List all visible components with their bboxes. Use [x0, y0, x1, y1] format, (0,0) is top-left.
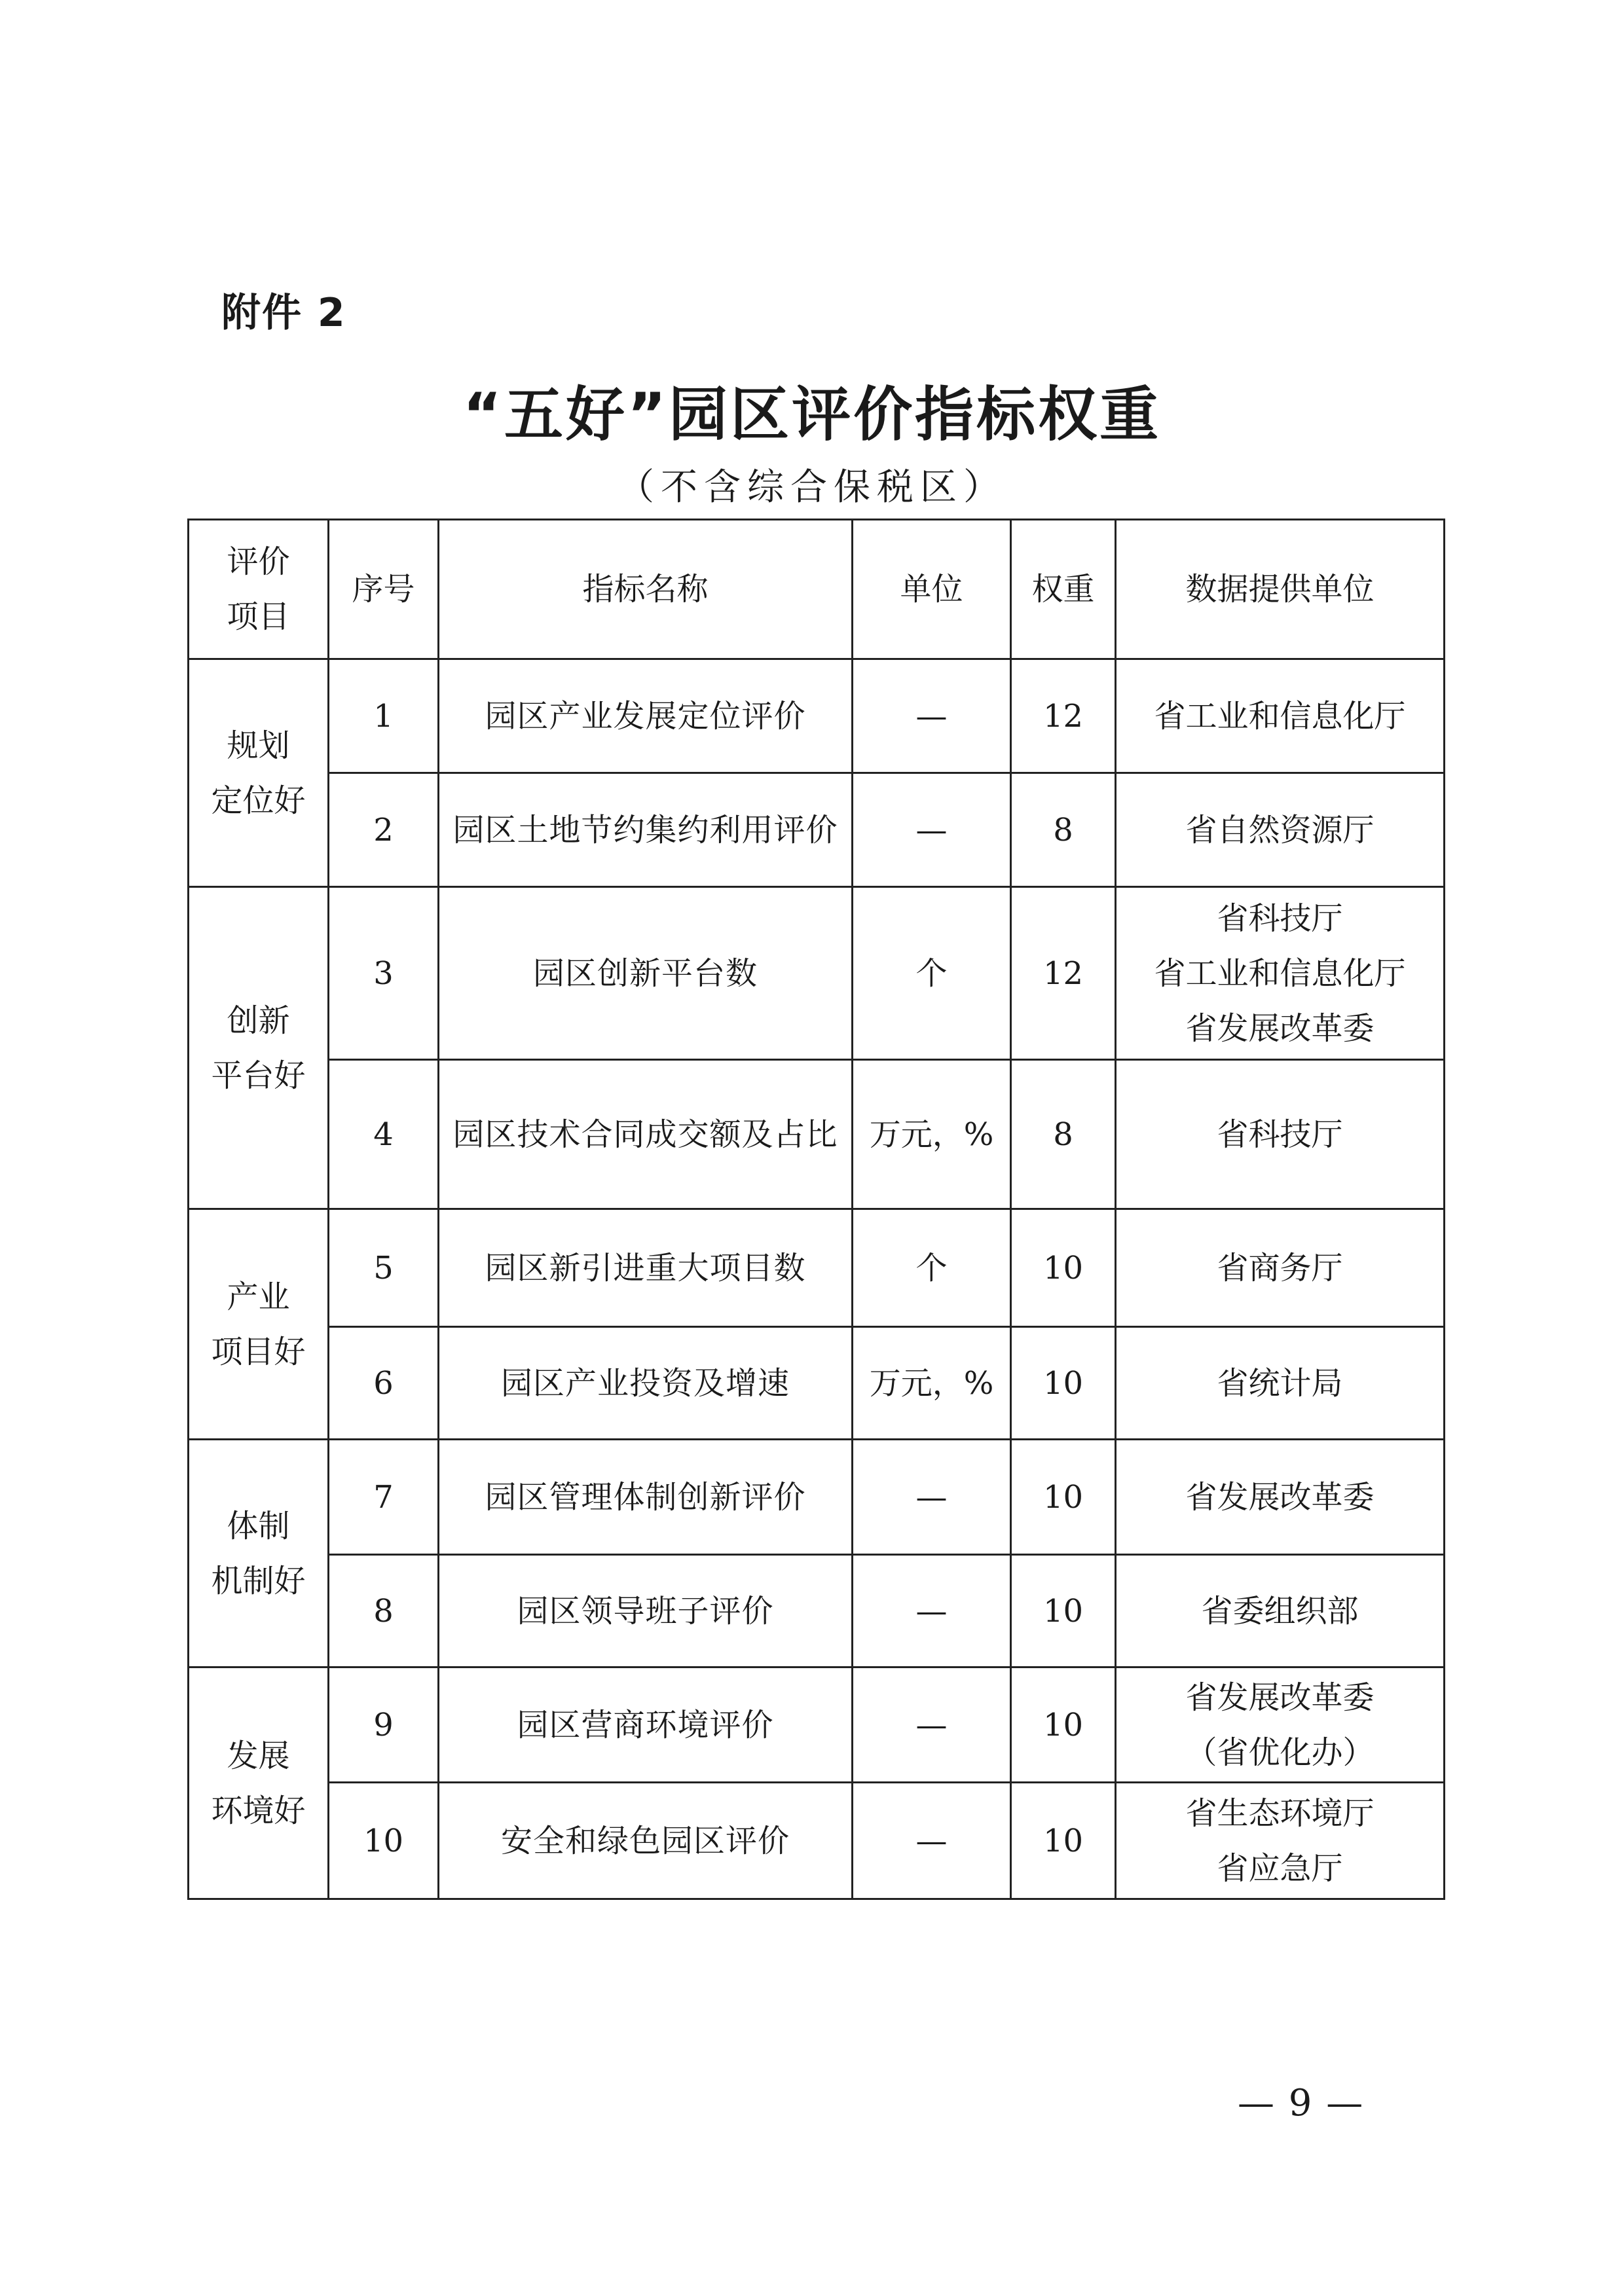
- source-line: 省委组织部: [1201, 1592, 1359, 1630]
- seq-cell: 7: [329, 1440, 439, 1555]
- source-line: 省商务厅: [1217, 1249, 1343, 1286]
- unit-cell: 万元，%: [853, 1327, 1011, 1440]
- source-cell: [1116, 1440, 1445, 1555]
- table-row: [189, 1667, 1445, 1783]
- unit-cell: —: [853, 1440, 1011, 1555]
- seq-cell: 3: [329, 887, 439, 1060]
- source-line: 省发展改革委: [1185, 1679, 1375, 1716]
- indicator-cell: 园区产业发展定位评价: [439, 659, 853, 773]
- source-line: 省统计局: [1217, 1364, 1343, 1402]
- seq-cell: 9: [329, 1667, 439, 1783]
- weight-cell: 12: [1011, 659, 1116, 773]
- indicator-weight-table: [187, 519, 1445, 1900]
- source-cell: [1116, 1555, 1445, 1667]
- table-row: [189, 1327, 1445, 1440]
- weight-cell: 10: [1011, 1783, 1116, 1899]
- indicator-cell: 园区产业投资及增速: [439, 1327, 853, 1440]
- unit-cell: —: [853, 659, 1011, 773]
- source-line: 省工业和信息化厅: [1154, 697, 1406, 735]
- group-label-line1: 发展: [227, 1737, 290, 1774]
- page-number: — 9 —: [1238, 2082, 1365, 2124]
- source-line: 省应急厅: [1217, 1850, 1343, 1887]
- indicator-cell: 园区土地节约集约利用评价: [439, 773, 853, 887]
- header-category-line1: 评价: [227, 543, 290, 580]
- table-row: [189, 659, 1445, 773]
- header-seq: 序号: [329, 520, 439, 659]
- group-cell: [189, 659, 329, 887]
- source-cell: [1116, 1209, 1445, 1327]
- table-row: [189, 1440, 1445, 1555]
- seq-cell: 5: [329, 1209, 439, 1327]
- group-label-line2: 环境好: [211, 1792, 306, 1829]
- header-indicator: 指标名称: [439, 520, 853, 659]
- document-subtitle: （不含综合保税区）: [618, 466, 1006, 509]
- seq-cell: 10: [329, 1783, 439, 1899]
- group-cell: [189, 887, 329, 1209]
- source-line: 省发展改革委: [1185, 1010, 1375, 1047]
- header-weight: 权重: [1011, 520, 1116, 659]
- source-line: 省发展改革委: [1185, 1478, 1375, 1516]
- group-label-line1: 创新: [227, 1002, 290, 1039]
- source-cell: [1116, 887, 1445, 1060]
- unit-cell: 个: [853, 887, 1011, 1060]
- source-line: 省科技厅: [1217, 1116, 1343, 1153]
- source-cell: [1116, 1060, 1445, 1209]
- group-label-line2: 平台好: [211, 1057, 306, 1094]
- seq-cell: 2: [329, 773, 439, 887]
- source-line: 省自然资源厅: [1185, 811, 1375, 848]
- source-cell: [1116, 1667, 1445, 1783]
- weight-cell: 10: [1011, 1440, 1116, 1555]
- weight-cell: 10: [1011, 1555, 1116, 1667]
- source-cell: [1116, 1327, 1445, 1440]
- unit-cell: —: [853, 1555, 1011, 1667]
- unit-cell: 万元，%: [853, 1060, 1011, 1209]
- header-source: 数据提供单位: [1116, 520, 1445, 659]
- source-cell: [1116, 773, 1445, 887]
- source-cell: [1116, 1783, 1445, 1899]
- weight-cell: 12: [1011, 887, 1116, 1060]
- header-unit: 单位: [853, 520, 1011, 659]
- group-label-line1: 体制: [227, 1507, 290, 1544]
- unit-cell: 个: [853, 1209, 1011, 1327]
- weight-cell: 10: [1011, 1327, 1116, 1440]
- group-label-line1: 规划: [227, 727, 290, 764]
- seq-cell: 4: [329, 1060, 439, 1209]
- weight-cell: 10: [1011, 1209, 1116, 1327]
- attachment-label: 附件 2: [221, 290, 346, 336]
- table-row: [189, 773, 1445, 887]
- group-label-line1: 产业: [227, 1278, 290, 1315]
- table-row: [189, 1209, 1445, 1327]
- weight-cell: 8: [1011, 773, 1116, 887]
- source-line: （省优化办）: [1185, 1734, 1375, 1771]
- header-category: [189, 520, 329, 659]
- seq-cell: 8: [329, 1555, 439, 1667]
- unit-cell: —: [853, 1783, 1011, 1899]
- indicator-cell: 安全和绿色园区评价: [439, 1783, 853, 1899]
- unit-cell: —: [853, 1667, 1011, 1783]
- group-cell: [189, 1667, 329, 1899]
- indicator-cell: 园区管理体制创新评价: [439, 1440, 853, 1555]
- seq-cell: 1: [329, 659, 439, 773]
- indicator-cell: 园区新引进重大项目数: [439, 1209, 853, 1327]
- source-line: 省工业和信息化厅: [1154, 955, 1406, 992]
- group-label-line2: 机制好: [211, 1562, 306, 1599]
- table-row: [189, 1555, 1445, 1667]
- group-label-line2: 项目好: [211, 1333, 306, 1370]
- document-title: “五好”园区评价指标权重: [462, 380, 1162, 449]
- table-row: [189, 1783, 1445, 1899]
- table-row: [189, 887, 1445, 1060]
- group-label-line2: 定位好: [211, 782, 306, 819]
- table-row: [189, 1060, 1445, 1209]
- weight-cell: 8: [1011, 1060, 1116, 1209]
- indicator-cell: 园区领导班子评价: [439, 1555, 853, 1667]
- group-cell: [189, 1209, 329, 1440]
- unit-cell: —: [853, 773, 1011, 887]
- indicator-cell: 园区创新平台数: [439, 887, 853, 1060]
- header-category-line2: 项目: [227, 598, 290, 635]
- source-line: 省科技厅: [1217, 900, 1343, 937]
- indicator-cell: 园区营商环境评价: [439, 1667, 853, 1783]
- source-cell: [1116, 659, 1445, 773]
- table-header-row: [189, 520, 1445, 659]
- source-line: 省生态环境厅: [1185, 1795, 1375, 1832]
- group-cell: [189, 1440, 329, 1667]
- indicator-cell: 园区技术合同成交额及占比: [439, 1060, 853, 1209]
- seq-cell: 6: [329, 1327, 439, 1440]
- weight-cell: 10: [1011, 1667, 1116, 1783]
